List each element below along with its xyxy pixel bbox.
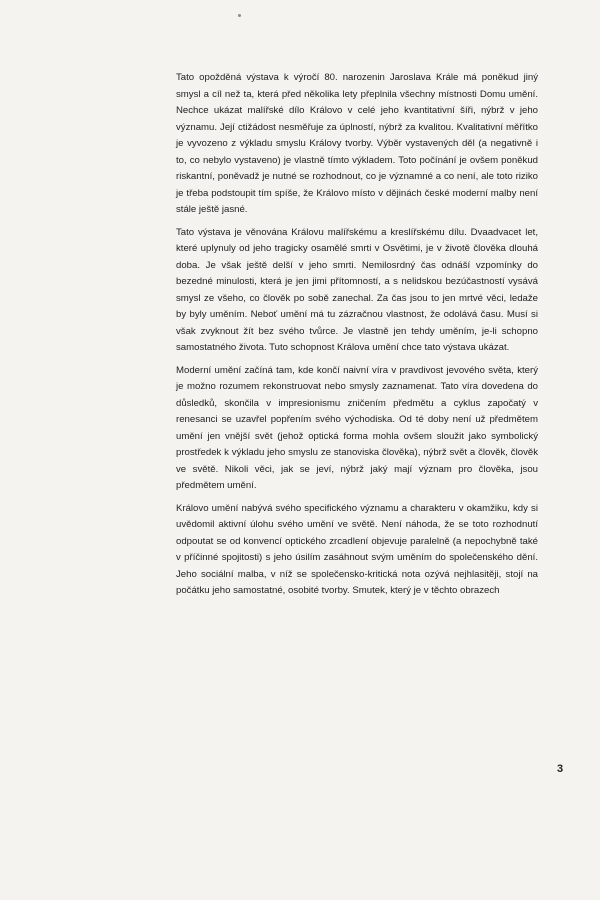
page-number: 3 bbox=[557, 763, 564, 775]
paragraph-1: Tato opožděná výstava k výročí 80. narozenin Jaroslava Krále má poněkud jiný smysl a cíl než ta, která před několika lety přeplnila všechny místnosti Domu umění. Nechce ukázat malířské dílo Královo v celé jeho kvantitativní šíři, nýbrž v jeho významu. Její ctižádost nesměřuje za úplností, nýbrž za kvalitou. Kvalitativní měřítko je vyvozeno z výkladu smyslu Královy tvorby. Výběr vystavených děl (a negativně i to, co nebylo vystaveno) je vlastně tímto výkladem. Toto počínání je ovšem poněkud riskantní, poněvadž je nutné se rozhodnout, co je významné a co není, ale toto riziko je třeba podstoupit tím spíše, že Královo místo v dějinách české moderní malby není stále ještě jasné. bbox=[176, 72, 538, 215]
paragraph-2: Tato výstava je věnována Královu malířskému a kreslířskému dílu. Dvaadvacet let, které uplynuly od jeho tragicky osamělé smrti v Osvětimi, je v životě člověka dlouhá doba. Je však ještě delší v jeho smrti. Nemilosrdný čas odnáší vzpomínky do bezedné minulosti, která je jen jimi přítomností, a s nelidskou bezúčastností vysává smysl ze všeho, co člověk po sobě zanechal. Za čas jsou to jen mrtvé věci, ledaže by byly uměním. Neboť umění má tu zázračnou vlastnost, že odolává času. Musí si však zvyknout žít bez svého tvůrce. Je vlastně jen tehdy uměním, je-li schopno samostatného života. Tuto schopnost Králova umění chce tato výstava ukázat. bbox=[176, 226, 538, 353]
page-top-mark bbox=[238, 14, 241, 17]
paragraph-3: Moderní umění začíná tam, kde končí naivní víra v pravdivost jevového světa, který je možno rozumem rekonstruovat nebo smysly zaznamenat. Tato víra dovedena do důsledků, skončila v impresionismu zničením předmětu a cyklus započatý v renesanci se uzavřel popřením svého východiska. Od té doby není už předmětem umění jen vnější svět (jehož optická forma mohla ovšem sloužit jako symbolický prostředek k výkladu jeho smyslu ze stanoviska člověka), nýbrž svět a člověk, člověk ve světě. Nikoli věci, jak se jeví, nýbrž jaký mají význam pro člověka, jsou předmětem umění. bbox=[176, 364, 538, 491]
body-text bbox=[176, 70, 538, 600]
paragraph-4: Královo umění nabývá svého specifického významu a charakteru v okamžiku, kdy si uvědomil aktivní úlohu svého umění ve světě. Není náhoda, že se toto rozhodnutí odpoutat se od konvencí optického zrcadlení objevuje paralelně (a nepochybně také v příčinné spojitosti) s jeho úsilím zasáhnout svým uměním do společenského dění. Jeho sociální malba, v níž se společensko-kritická nota ozývá nejhlasitěji, stojí na počátku jeho samostatné, osobité tvorby. Smutek, který je v těchto obrazech bbox=[176, 502, 538, 596]
